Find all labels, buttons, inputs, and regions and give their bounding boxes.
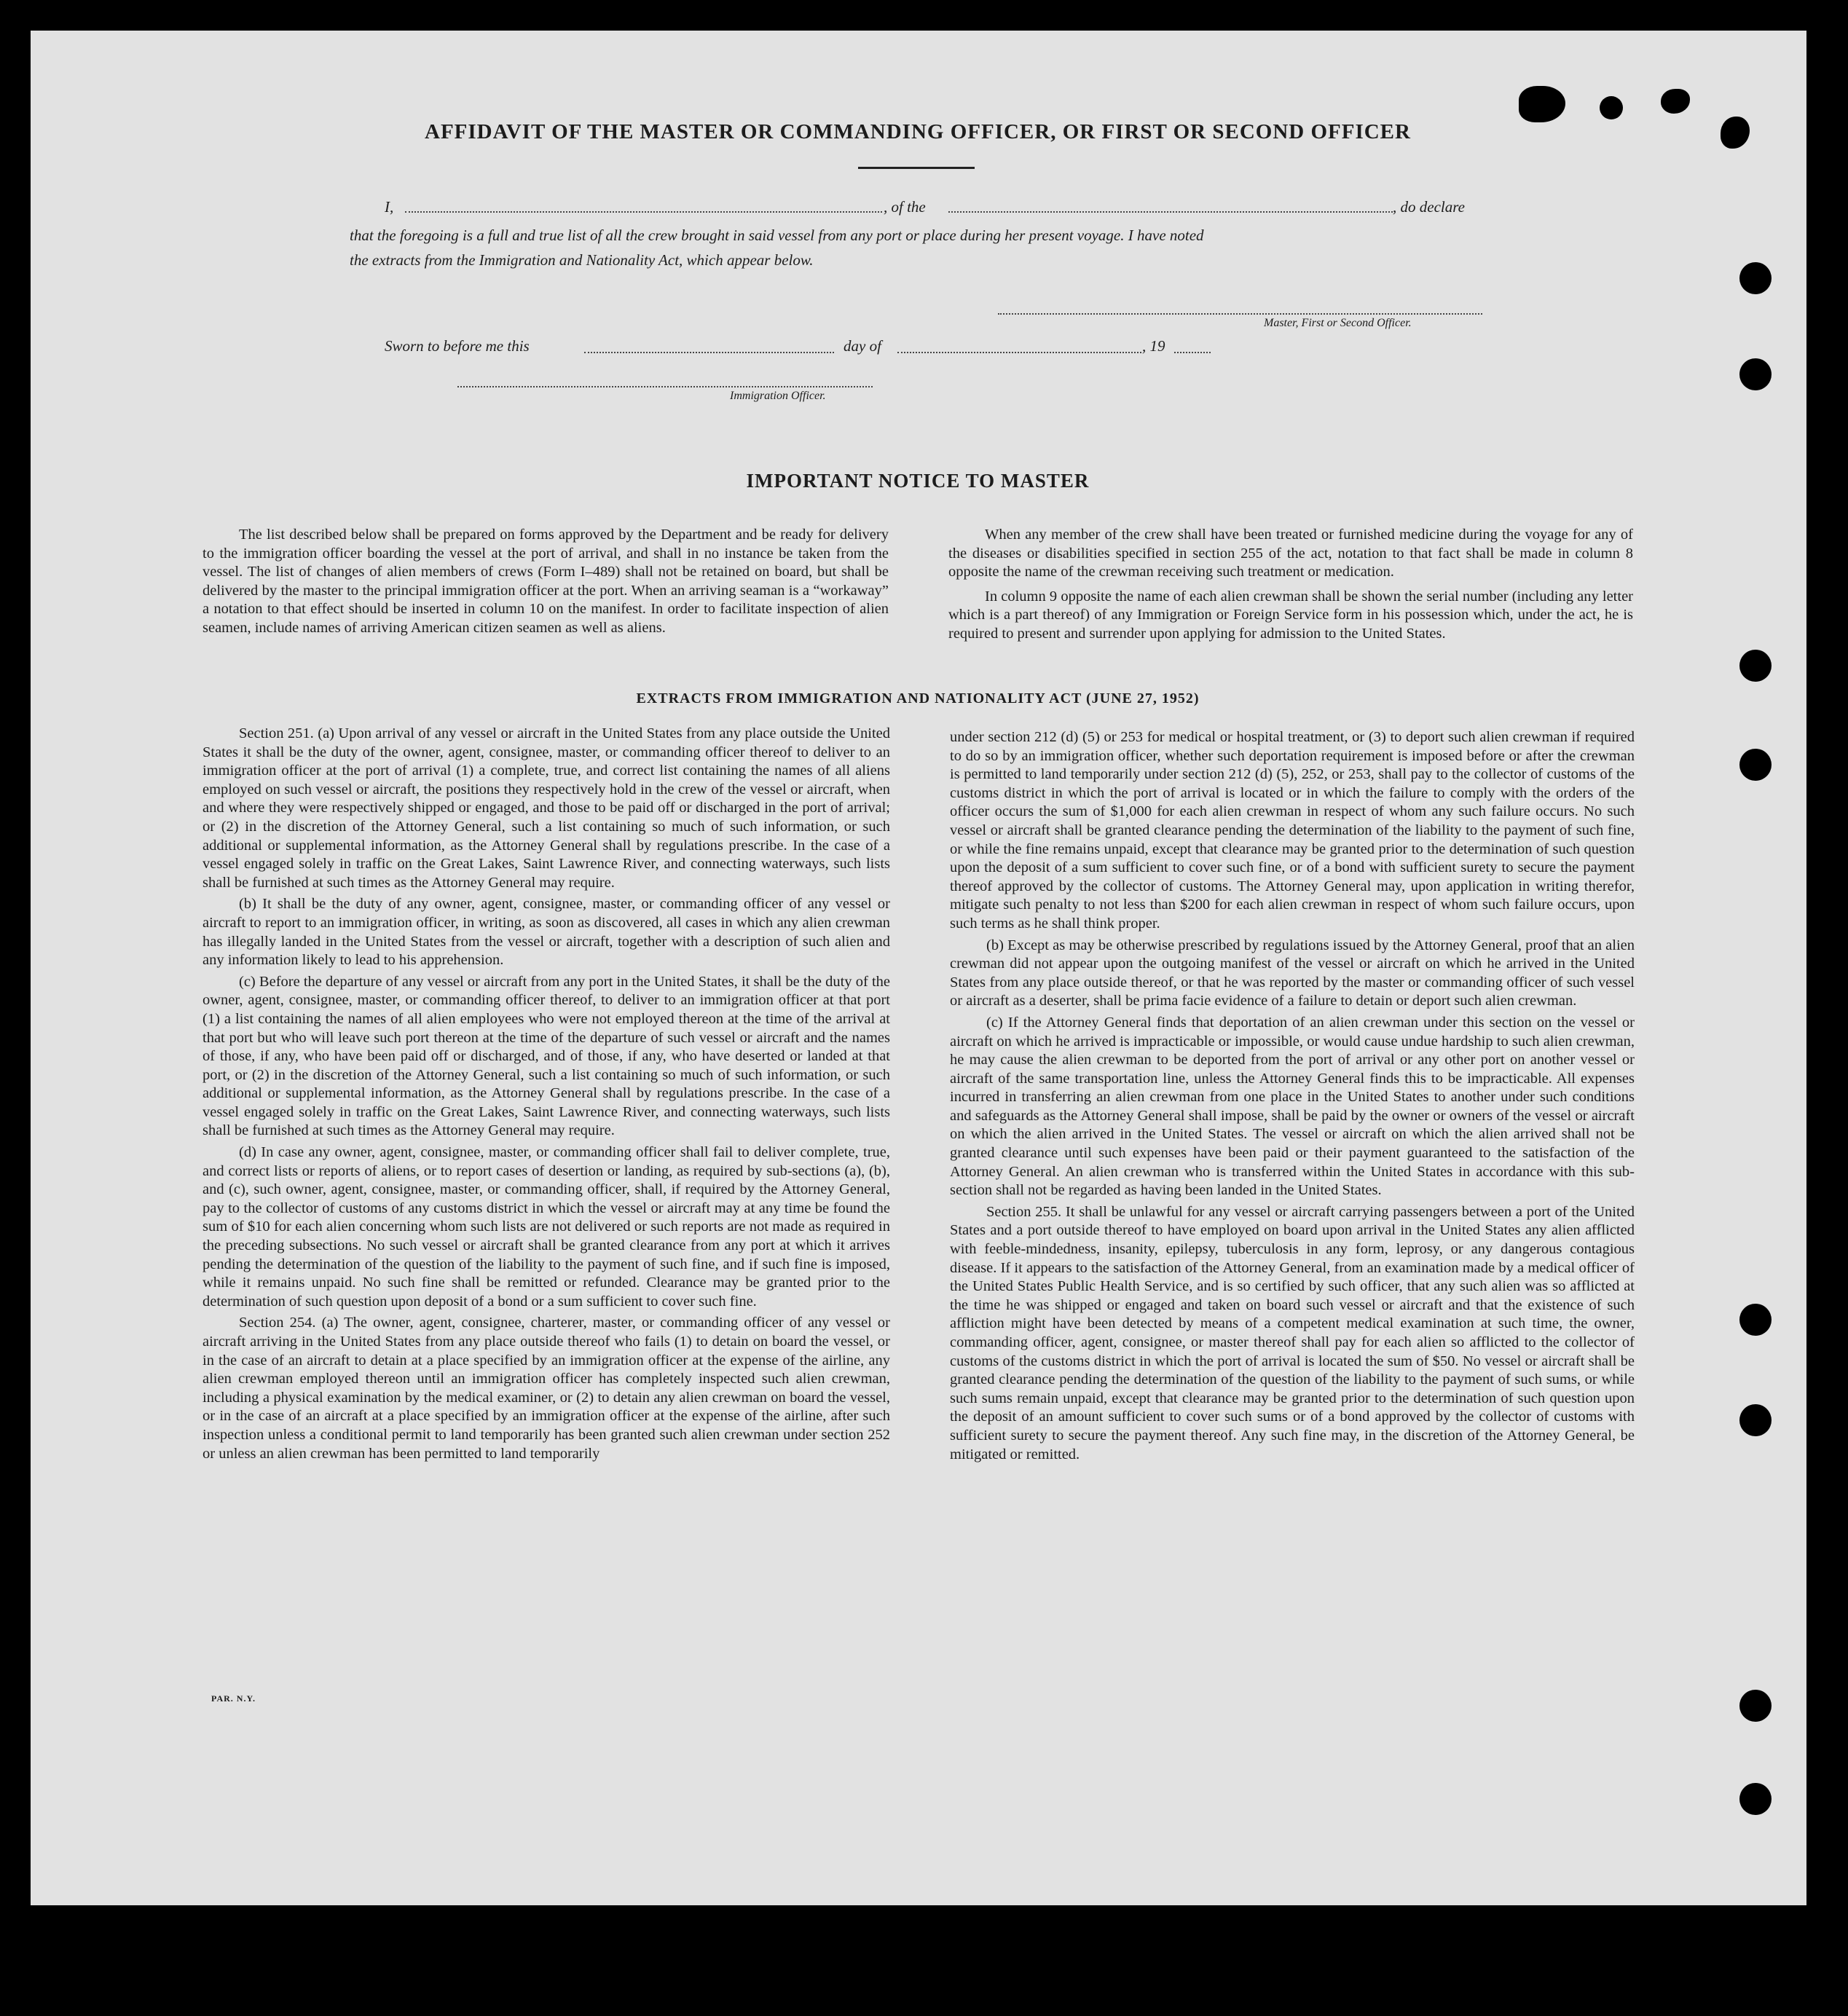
- day-of-label: day of: [844, 337, 881, 355]
- section-paragraph: Section 254. (a) The owner, agent, consignee, charterer, master, or commanding officer of any vessel or aircraft arriving in the United States from any place outside thereof who fails (1) to detain on board the vessel, or in the case of an aircraft to detain at a place specified by an immigration officer at the expense of the airline, any alien crewman employed thereon until an immigration officer has completely inspected such alien crewman, including a physical examination by the medical examiner, or (2) to detain any alien crewman on board the vessel, or in the case of an aircraft at a place specified by an immigration officer at the expense of the airline, after such inspection unless a conditional permit to land temporarily has been granted such alien crewman under section 252 or unless an alien crewman has been permitted to land temporarily: [203, 1315, 890, 1462]
- declaration-line-2: that the foregoing is a full and true list of all the crew brought in said vessel from any port or place during her present voyage. I have noted: [350, 227, 1204, 244]
- affidavit-title: AFFIDAVIT OF THE MASTER OR COMMANDING OFFICER, OR FIRST OR SECOND OFFICER: [425, 120, 1411, 143]
- declaration-of-the: , of the: [884, 198, 926, 216]
- punch-hole: [1739, 1690, 1772, 1722]
- section-paragraph: (b) Except as may be otherwise prescribed by regulations issued by the Attorney General, proof that an alien crewman did not appear upon the outgoing manifest of the vessel or aircraft on which he arrived in the United States from any place outside thereof, or that he was reported by the master or commanding officer of such vessel or aircraft as a deserter, shall be prima facie evidence of a failure to detain or deport such alien crewman.: [950, 937, 1635, 1009]
- section-paragraph: Section 255. It shall be unlawful for any vessel or aircraft carrying passengers between a port of the United States and a port outside thereof to have employed on board upon arrival in the United States any alien afflicted with feeble-mindedness, insanity, epilepsy, tuberculosis in any form, leprosy, or any dangerous contagious disease. If it appears to the satisfaction of the Attorney General, from an examination made by a medical officer of the United States Public Health Service, and is so certified by such officer, that any such alien was so afflicted at the time he was shipped or engaged and taken on board such vessel or aircraft and that the existence of such affliction might have been detected by means of a competent medical examination at such time, the owner, commanding officer, agent, consignee, or master thereof shall pay for each alien so afflicted to the collector of customs of the customs district in which the port of arrival is located the sum of $50. No vessel or aircraft shall be granted clearance pending the determination of the question of the liability to the payment of such sums, or while such sums remain unpaid, except that clearance may be granted prior to the determination of such question upon the deposit of an amount sufficient to cover such sums or of a bond approved by the collector of customs with sufficient surety to secure the payment thereof. Any such fine may, in the discretion of the Attorney General, be mitigated or remitted.: [950, 1203, 1635, 1462]
- sworn-label: Sworn to before me this: [385, 337, 530, 355]
- punch-hole: [1739, 358, 1772, 390]
- section-paragraph: Section 251. (a) Upon arrival of any vessel or aircraft in the United States from any place outside the United States it shall be the duty of the owner, agent, consignee, master, or commanding officer thereof to deliver to an immigration officer at the port of arrival (1) a complete, true, and correct list containing the names of all aliens employed on such vessel or aircraft, the positions they respectively hold in the crew of the vessel or aircraft, when and where they were respectively shipped or engaged, and those to be paid off or discharged in the port of arrival; or (2) in the discretion of the Attorney General, such a list containing so much of such information, or such additional or supplemental information, as the Attorney General shall by regulations prescribe. In the case of a vessel engaged solely in traffic on the Great Lakes, Saint Lawrence River, and connecting waterways, such lists shall be furnished at such times as the Attorney General may require.: [203, 725, 890, 891]
- punch-hole: [1739, 749, 1772, 781]
- year-label: , 19: [1142, 337, 1165, 355]
- notice-right-column: [948, 526, 1633, 644]
- section-paragraph: (c) Before the departure of any vessel or aircraft from any port in the United States, it shall be the duty of the owner, agent, consignee, master, or commanding officer thereof, to deliver to an immigration officer at that port (1) a list containing the names of all alien employees who were not employed thereon at the time of the arrival at that port but who will leave such port thereon at the time of the departure of such vessel or aircraft and the names of those, if any, who have been paid off or discharged, and of those, if any, who have deserted or landed at that port, or (2) in the discretion of the Attorney General, such a list containing so much of such information, or such additional or supplemental information, as the Attorney General shall by regulations prescribe. In the case of a vessel engaged solely in traffic on the Great Lakes, Saint Lawrence River, and connecting waterways, such lists shall be furnished at such times as the Attorney General may require.: [203, 973, 890, 1139]
- officer-signature-blank: [457, 386, 873, 387]
- vessel-blank: [948, 211, 1393, 213]
- month-blank: [897, 352, 1141, 353]
- declaration-do-declare: , do declare: [1393, 198, 1465, 216]
- declaration-i: I,: [385, 198, 394, 216]
- notice-paragraph: When any member of the crew shall have been treated or furnished medicine during the voyage for any of the diseases or disabilities specified in section 255 of the act, notation to that fact shall be made in column 8 opposite the name of the crewman receiving such treatment or medication.: [948, 527, 1633, 580]
- year-blank: [1174, 352, 1211, 353]
- punch-hole: [1739, 262, 1772, 294]
- punch-hole: [1739, 650, 1772, 682]
- punch-hole: [1739, 1304, 1772, 1336]
- name-blank: [405, 211, 882, 213]
- ink-blot-mark: [1600, 96, 1623, 119]
- section-paragraph: under section 212 (d) (5) or 253 for medical or hospital treatment, or (3) to deport such alien crewman if required to do so by an immigration officer, whether such deportation requirement is imposed before or after the crewman is permitted to land temporarily under section 212 (d) (5), 252, or 253, shall pay to the collector of customs of the customs district in which the port of arrival is located or in which the failure to comply with the orders of the officer occurs the sum of $1,000 for each alien crewman in respect of whom any such failure occurs. No such vessel or aircraft shall be granted clearance pending the determination of the liability to the payment of such fine, or while the fine remains unpaid, except that clearance may be granted prior to the determination of such question upon the deposit of a sum sufficient to cover such fine, or of a bond with sufficient surety to secure the payment thereof approved by the collector of customs. The Attorney General may, upon application in writing therefor, mitigate such penalty to not less than $200 for each alien crewman in respect of whom such failure occurs, upon such terms as he shall think proper.: [950, 729, 1635, 932]
- extracts-right-column: [950, 728, 1635, 1464]
- notice-paragraph: The list described below shall be prepared on forms approved by the Department and be ready for delivery to the immigration officer boarding the vessel at the port of arrival, and shall in no instance be taken from the vessel. The list of changes of alien members of crews (Form I–489) shall not be retained on board, but shall be delivered by the master to the principal immigration officer at the port. When an arriving seaman is a “workaway” a notation to that effect should be inserted in column 10 on the manifest. In order to facilitate inspection of alien seamen, include names of arriving American citizen seamen as well as aliens.: [203, 527, 889, 636]
- section-paragraph: (c) If the Attorney General finds that deportation of an alien crewman under this section on the vessel or aircraft on which he arrived is impracticable or impossible, or would cause undue hardship to such alien crewman, he may cause the alien crewman to be deported from the port of arrival or any other port on another vessel or aircraft of the same transportation line, unless the Attorney General finds this to be impracticable. All expenses incurred in transferring an alien crewman from one place in the United States to another under such conditions and safeguards as the Attorney General shall impose, shall be paid by the owner or owners of the vessel or aircraft on which the alien arrived in the United States. The vessel or aircraft on which the alien arrived shall not be granted clearance until such expenses have been paid or their payment guaranteed to the satisfaction of the Attorney General. An alien crewman who is transferred within the United States in accordance with this sub-section shall not be regarded as having been landed in the United States.: [950, 1014, 1635, 1199]
- punch-hole: [1739, 1404, 1772, 1436]
- extracts-heading: EXTRACTS FROM IMMIGRATION AND NATIONALITY ACT (JUNE 27, 1952): [636, 690, 1200, 706]
- title-underline: [858, 167, 975, 169]
- notice-left-column: [203, 526, 889, 638]
- notice-paragraph: In column 9 opposite the name of each alien crewman shall be shown the serial number (including any letter which is a part thereof) of any Immigration or Foreign Service form in his possession which, under the act, he is required to present and surrender upon applying for admission to the United States.: [948, 588, 1633, 642]
- sworn-day-blank: [584, 352, 834, 353]
- extracts-left-column: [203, 725, 890, 1463]
- officer-caption: Immigration Officer.: [730, 390, 826, 402]
- section-paragraph: (b) It shall be the duty of any owner, agent, consignee, master, or commanding officer of any vessel or aircraft to report to an immigration officer, in writing, as soon as discovered, all cases in which any alien crewman has illegally landed in the United States from the vessel or aircraft, together with a description of such alien and any information likely to lead to his apprehension.: [203, 896, 890, 969]
- signature-blank: [998, 313, 1482, 315]
- declaration-line-3: the extracts from the Immigration and Nationality Act, which appear below.: [350, 251, 814, 269]
- notice-heading: IMPORTANT NOTICE TO MASTER: [746, 470, 1090, 492]
- printer-mark: PAR. N.Y.: [211, 1693, 256, 1704]
- signature-caption: Master, First or Second Officer.: [1264, 317, 1412, 329]
- section-paragraph: (d) In case any owner, agent, consignee, master, or commanding officer shall fail to deliver complete, true, and correct lists or reports of aliens, or to report cases of desertion or landing, as required by sub-sections (a), (b), and (c), such owner, agent, consignee, master, or commanding officer, shall, if required by the Attorney General, pay to the collector of customs of any customs district in which the vessel or aircraft may at any time be found the sum of $10 for each alien concerning whom such lists are not delivered or such reports are not made as required in the preceding subsections. No such vessel or aircraft shall be granted clearance from any port at which it arrives pending the determination of the question of the liability to the payment of such fine, and if such fine is imposed, while it remains unpaid. No such fine shall be remitted or refunded. Clearance may be granted prior to the determination of such question upon deposit of a bond or a sum sufficient to cover such fine.: [203, 1144, 890, 1310]
- punch-hole: [1739, 1783, 1772, 1815]
